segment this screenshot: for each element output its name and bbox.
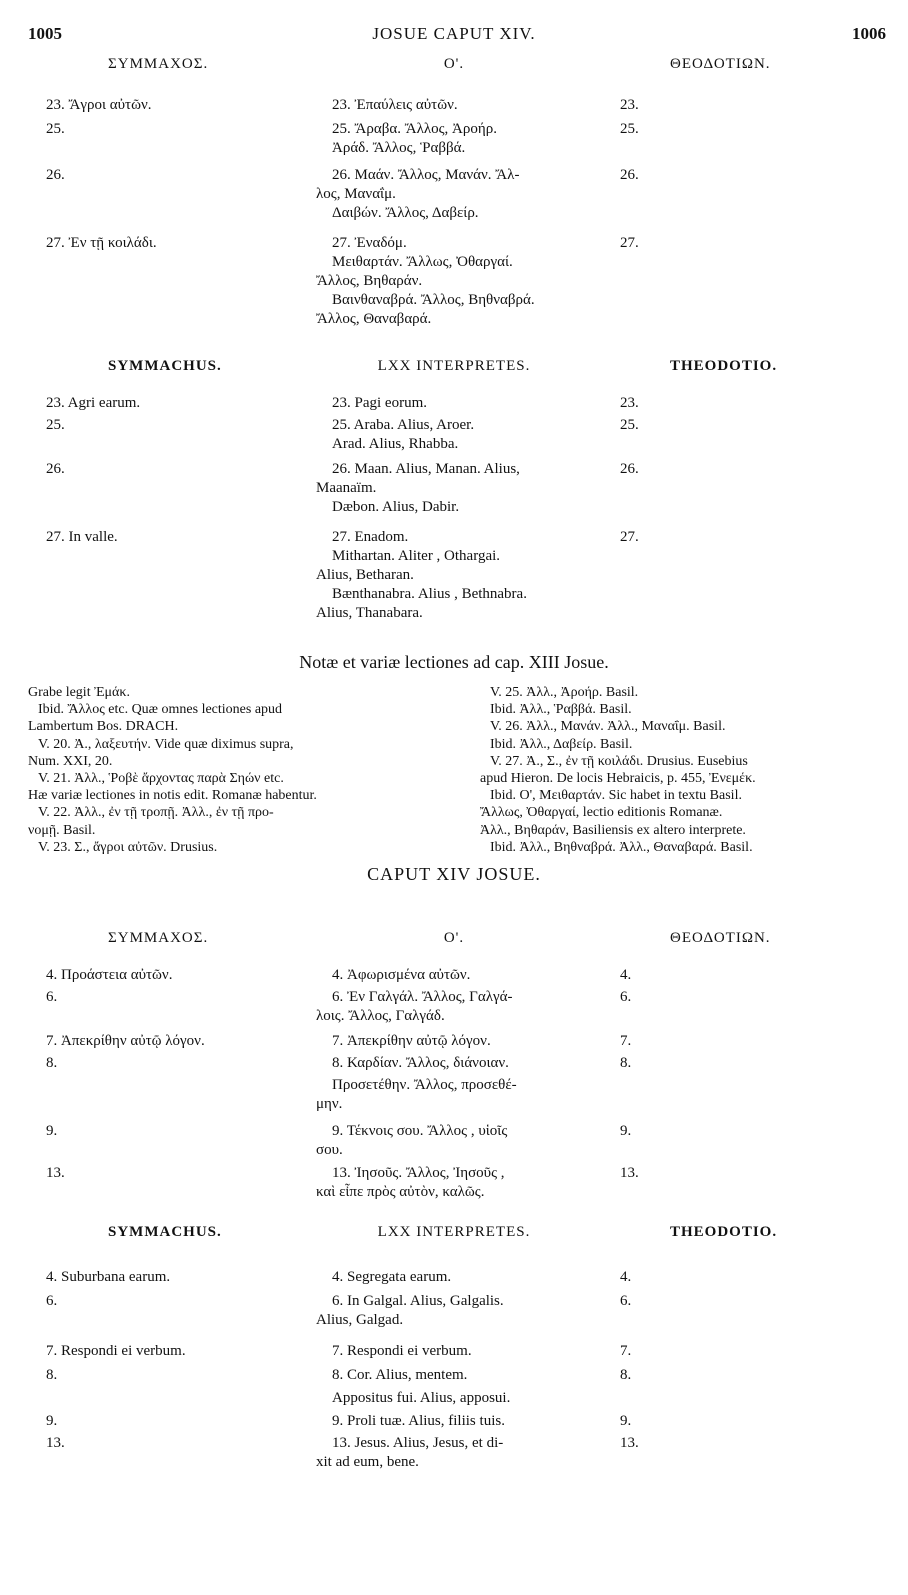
- note-line: Ἄλλως, Ὀθαργαί, lectio editionis Romanæ.: [480, 805, 723, 821]
- symmachus-cell: 23. Agri earum.: [46, 395, 141, 411]
- notes-title: Notæ et variæ lectiones ad cap. XIII Josue.: [299, 652, 609, 672]
- lxx-line: 7. Respondi ei verbum.: [332, 1343, 472, 1359]
- theodotion-cell: 27.: [620, 235, 639, 251]
- lxx-cell: [316, 234, 606, 329]
- theodotion-cell: 9.: [620, 1123, 632, 1139]
- lxx-line: Dæbon. Alius, Dabir.: [332, 499, 460, 515]
- column-head-lxx: O'.: [443, 930, 465, 946]
- lxx-cell: [316, 1412, 606, 1431]
- lxx-line: 7. Ἀπεκρίθην αὐτῷ λόγον.: [332, 1033, 491, 1049]
- note-line: νομῇ. Basil.: [28, 822, 96, 838]
- symmachus-cell: 26.: [46, 167, 65, 183]
- lxx-line: Μειθαρτάν. Ἄλλως, Ὀθαργαί.: [332, 254, 513, 270]
- lxx-line: 27. Enadom.: [332, 529, 409, 545]
- notes-right-column: [480, 684, 890, 856]
- lxx-line: Mithartan. Aliter , Othargai.: [332, 548, 501, 564]
- column-head-theodotion: ΘΕΟΔΟΤΙΩΝ.: [670, 930, 771, 946]
- chapter-title: CAPUT XIV JOSUE.: [367, 864, 541, 884]
- lxx-cell: [316, 1268, 606, 1287]
- lxx-line: Arad. Alius, Rhabba.: [332, 436, 459, 452]
- note-line: Ἀλλ., Βηθαράν, Basiliensis ex altero interprete.: [480, 822, 746, 838]
- lxx-line: 4. Ἀφωρισμένα αὐτῶν.: [332, 967, 471, 983]
- lxx-line: 9. Τέκνοις σου. Ἄλλος , υἱοῖς: [332, 1123, 508, 1139]
- lxx-cell: [316, 1122, 606, 1160]
- lxx-line: 4. Segregata earum.: [332, 1269, 452, 1285]
- note-line: Hæ variæ lectiones in notis edit. Romanæ habentur.: [28, 788, 317, 804]
- lxx-cell: [316, 1434, 606, 1472]
- column-head-theodotion: ΘΕΟΔΟΤΙΩΝ.: [670, 56, 771, 72]
- note-line: V. 21. Ἀλλ., Ῥοβὲ ἄρχοντας παρὰ Σηών etc.: [38, 771, 284, 787]
- lxx-line: 23. Ἐπαύλεις αὐτῶν.: [332, 97, 458, 113]
- symmachus-cell: 23. Ἄγροι αὐτῶν.: [46, 97, 152, 113]
- column-head-symmachus: ΣΥΜΜΑΧΟΣ.: [108, 56, 209, 72]
- lxx-line: Δαιβών. Ἄλλος, Δαβείρ.: [332, 205, 479, 221]
- lxx-line: Bænthanabra. Alius , Bethnabra.: [332, 586, 527, 602]
- lxx-line: Ἀράδ. Ἄλλος, Ῥαββά.: [332, 140, 466, 156]
- note-line: Grabe legit Ἐμάκ.: [28, 685, 130, 700]
- lxx-line: μην.: [316, 1096, 343, 1112]
- lxx-cell: [316, 120, 606, 158]
- running-title: JOSUE CAPUT XIV.: [372, 24, 536, 43]
- note-line: Lambertum Bos. DRACH.: [28, 719, 179, 735]
- notes-left-column: [28, 684, 458, 856]
- lxx-line: σου.: [316, 1142, 343, 1158]
- column-head-lxx: O'.: [443, 56, 465, 72]
- lxx-line: 6. Ἐν Γαλγάλ. Ἄλλος, Γαλγά-: [332, 989, 513, 1005]
- lxx-line: 8. Cor. Alius, mentem.: [332, 1367, 468, 1383]
- lxx-line: Maanaïm.: [316, 480, 377, 496]
- lxx-line: Alius, Thanabara.: [316, 605, 423, 621]
- symmachus-cell: 7. Ἀπεκρίθην αὐτῷ λόγον.: [46, 1033, 205, 1049]
- note-line: Ibid. Ἀλλ., Δαβείρ. Basil.: [490, 736, 633, 752]
- theodotion-cell: 7.: [620, 1033, 632, 1049]
- lxx-cell: [316, 96, 606, 115]
- lxx-cell: [316, 1164, 606, 1202]
- note-line: Num. XXI, 20.: [28, 753, 113, 769]
- note-line: apud Hieron. De locis Hebraicis, p. 455, Ἐνεμέκ.: [480, 771, 756, 787]
- note-line: V. 22. Ἀλλ., ἐν τῇ τροπῇ. Ἀλλ., ἐν τῇ προ-: [38, 805, 274, 821]
- symmachus-cell: 27. Ἐν τῇ κοιλάδι.: [46, 235, 157, 251]
- lxx-cell: [316, 528, 606, 623]
- lxx-line: 23. Pagi eorum.: [332, 395, 427, 411]
- lxx-line: xit ad eum, bene.: [316, 1454, 419, 1470]
- symmachus-cell: 4. Suburbana earum.: [46, 1269, 171, 1285]
- lxx-line: Προσετέθην. Ἄλλος, προσεθέ-: [332, 1077, 517, 1093]
- column-head-theodotion: THEODOTIO.: [670, 1224, 778, 1240]
- column-head-symmachus: SYMMACHUS.: [108, 1224, 222, 1240]
- lxx-cell: [316, 988, 606, 1026]
- lxx-line: Alius, Betharan.: [316, 567, 414, 583]
- lxx-cell: [316, 460, 606, 517]
- lxx-cell: [316, 1032, 606, 1051]
- symmachus-cell: 13.: [46, 1165, 65, 1181]
- theodotion-cell: 4.: [620, 967, 632, 983]
- symmachus-cell: 25.: [46, 417, 65, 433]
- theodotion-cell: 4.: [620, 1269, 632, 1285]
- lxx-line: 9. Proli tuæ. Alius, filiis tuis.: [332, 1413, 505, 1429]
- lxx-line: Ἄλλος, Θαναβαρά.: [316, 311, 432, 327]
- note-line: Ibid. Ἀλλ., Ῥαββά. Basil.: [490, 702, 632, 718]
- lxx-line: 25. Ἄραβα. Ἄλλος, Ἀροήρ.: [332, 121, 497, 137]
- note-line: Ibid. Ἄλλος etc. Quæ omnes lectiones apud: [38, 702, 283, 718]
- theodotion-cell: 8.: [620, 1367, 632, 1383]
- theodotion-cell: 23.: [620, 395, 639, 411]
- note-line: V. 26. Ἀλλ., Μανάν. Ἀλλ., Μαναΐμ. Basil.: [490, 719, 726, 735]
- symmachus-cell: 6.: [46, 1293, 58, 1309]
- lxx-cell: [316, 416, 606, 454]
- symmachus-cell: 9.: [46, 1413, 58, 1429]
- theodotion-cell: 13.: [620, 1165, 639, 1181]
- symmachus-cell: 27. In valle.: [46, 529, 118, 545]
- theodotion-cell: 6.: [620, 1293, 632, 1309]
- lxx-line: 26. Maan. Alius, Manan. Alius,: [332, 461, 520, 477]
- lxx-line: Appositus fui. Alius, apposui.: [332, 1390, 511, 1406]
- lxx-cell: [316, 1292, 606, 1330]
- theodotion-cell: 26.: [620, 167, 639, 183]
- symmachus-cell: 4. Προάστεια αὐτῶν.: [46, 967, 173, 983]
- symmachus-cell: 7. Respondi ei verbum.: [46, 1343, 186, 1359]
- column-head-symmachus: SYMMACHUS.: [108, 358, 222, 374]
- theodotion-cell: 8.: [620, 1055, 632, 1071]
- lxx-line: 26. Μαάν. Ἄλλος, Μανάν. Ἄλ-: [332, 167, 520, 183]
- lxx-cell: [316, 1342, 606, 1361]
- lxx-line: Ἄλλος, Βηθαράν.: [316, 273, 423, 289]
- lxx-cell: [316, 394, 606, 413]
- lxx-line: καὶ εἶπε πρὸς αὐτὸν, καλῶς.: [316, 1184, 485, 1200]
- note-line: V. 23. Σ., ἄγροι αὐτῶν. Drusius.: [38, 839, 218, 855]
- lxx-line: 13. Jesus. Alius, Jesus, et di-: [332, 1435, 504, 1451]
- note-line: V. 20. Ἀ., λαξευτήν. Vide quæ diximus supra,: [38, 736, 294, 752]
- page-number-right: 1006: [852, 24, 886, 43]
- lxx-cell: [316, 1054, 606, 1114]
- lxx-line: Alius, Galgad.: [316, 1312, 404, 1328]
- note-line: V. 25. Ἀλλ., Ἀροήρ. Basil.: [490, 685, 639, 700]
- column-head-symmachus: ΣΥΜΜΑΧΟΣ.: [108, 930, 209, 946]
- theodotion-cell: 9.: [620, 1413, 632, 1429]
- lxx-line: 8. Καρδίαν. Ἄλλος, διάνοιαν.: [332, 1055, 509, 1071]
- theodotion-cell: 7.: [620, 1343, 632, 1359]
- theodotion-cell: 27.: [620, 529, 639, 545]
- theodotion-cell: 6.: [620, 989, 632, 1005]
- lxx-cell: [316, 1366, 606, 1408]
- theodotion-cell: 25.: [620, 121, 639, 137]
- note-line: Ibid. Ἀλλ., Βηθναβρά. Ἀλλ., Θαναβαρά. Basil.: [490, 839, 753, 855]
- lxx-line: 6. In Galgal. Alius, Galgalis.: [332, 1293, 504, 1309]
- lxx-cell: [316, 166, 606, 223]
- column-head-lxx: LXX INTERPRETES.: [377, 358, 531, 374]
- symmachus-cell: 13.: [46, 1435, 65, 1451]
- column-head-theodotion: THEODOTIO.: [670, 358, 778, 374]
- lxx-line: 27. Ἐναδόμ.: [332, 235, 407, 251]
- theodotion-cell: 13.: [620, 1435, 639, 1451]
- theodotion-cell: 23.: [620, 97, 639, 113]
- lxx-line: Βαινθαναβρά. Ἄλλος, Βηθναβρά.: [332, 292, 535, 308]
- lxx-cell: [316, 966, 606, 985]
- note-line: Ibid. O', Μειθαρτάν. Sic habet in textu Basil.: [490, 788, 742, 804]
- lxx-line: λοις. Ἄλλος, Γαλγάδ.: [316, 1008, 445, 1024]
- symmachus-cell: 25.: [46, 121, 65, 137]
- page-number-left: 1005: [28, 24, 62, 43]
- symmachus-cell: 26.: [46, 461, 65, 477]
- symmachus-cell: 9.: [46, 1123, 58, 1139]
- lxx-line: 13. Ἰησοῦς. Ἄλλος, Ἰησοῦς ,: [332, 1165, 505, 1181]
- symmachus-cell: 6.: [46, 989, 58, 1005]
- column-head-lxx: LXX INTERPRETES.: [377, 1224, 531, 1240]
- symmachus-cell: 8.: [46, 1055, 58, 1071]
- theodotion-cell: 25.: [620, 417, 639, 433]
- lxx-line: 25. Araba. Alius, Aroer.: [332, 417, 475, 433]
- theodotion-cell: 26.: [620, 461, 639, 477]
- lxx-line: λος, Μαναΐμ.: [316, 186, 396, 202]
- note-line: V. 27. Ἀ., Σ., ἐν τῇ κοιλάδι. Drusius. Eusebius: [490, 753, 748, 769]
- symmachus-cell: 8.: [46, 1367, 58, 1383]
